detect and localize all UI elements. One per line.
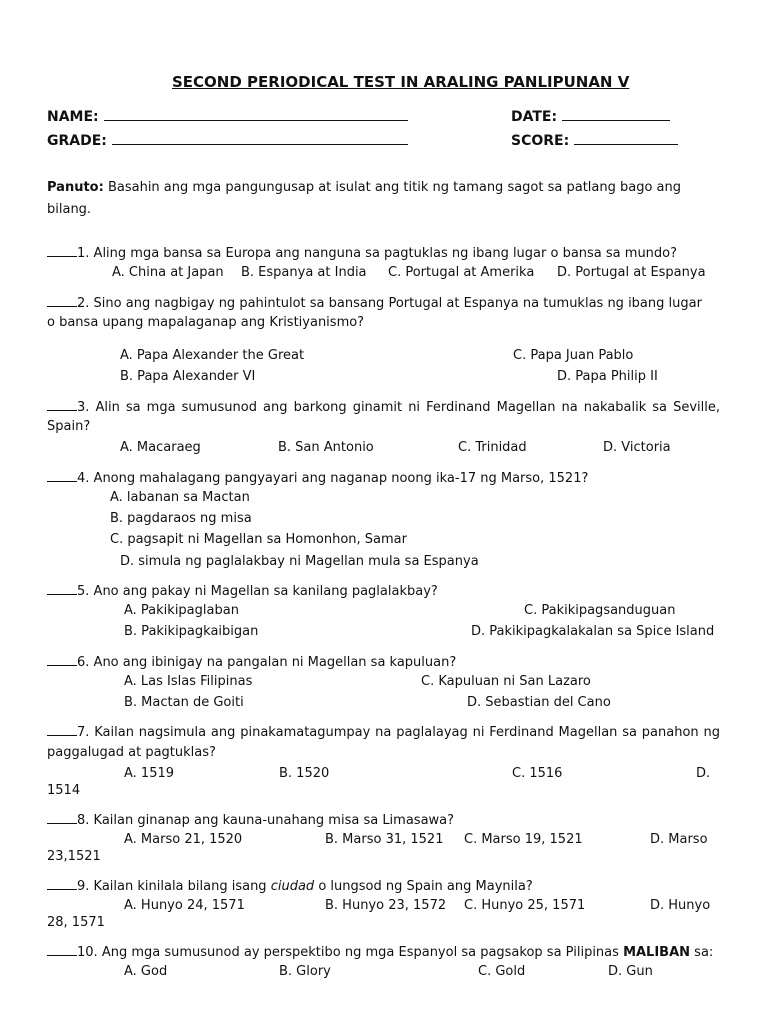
question-text-cont: Spain? <box>47 419 91 434</box>
date-field[interactable] <box>511 108 670 125</box>
question-5 <box>47 582 438 600</box>
choice: C. Portugal at Amerika <box>388 265 535 280</box>
choice: D. Pakikipagkalakalan sa Spice Island <box>471 624 715 639</box>
choice: B. Marso 31, 1521 <box>325 832 444 847</box>
question-1 <box>47 244 677 262</box>
date-line <box>562 108 670 121</box>
score-field[interactable] <box>511 132 678 149</box>
choice-wrap: 28, 1571 <box>47 915 105 930</box>
choice: A. Las Islas Filipinas <box>124 674 253 689</box>
answer-blank[interactable] <box>47 723 77 736</box>
question-7 <box>47 723 720 741</box>
question-text-end: sa: <box>694 945 714 960</box>
question-text-italic: ciudad <box>270 879 315 894</box>
grade-field[interactable] <box>47 132 408 149</box>
choice: C. pagsapit ni Magellan sa Homonhon, Samar <box>110 532 407 547</box>
instructions-label: Panuto: <box>47 180 104 195</box>
choice: A. Marso 21, 1520 <box>124 832 243 847</box>
question-text-cont: o bansa upang mapalaganap ang Kristiyanismo? <box>47 315 365 330</box>
question-text: Aling mga bansa sa Europa ang nanguna sa pagtuklas ng ibang lugar o bansa sa mundo? <box>93 246 678 261</box>
choice: C. Gold <box>478 964 526 979</box>
question-2 <box>47 294 702 312</box>
question-number: 2. <box>77 296 90 311</box>
choice: A. Pakikipaglaban <box>124 603 239 618</box>
instructions-text-cont: bilang. <box>47 202 92 217</box>
question-text: Kailan kinilala bilang isang <box>93 879 267 894</box>
grade-line <box>112 132 408 145</box>
choice: B. pagdaraos ng misa <box>110 511 252 526</box>
name-field[interactable] <box>47 108 408 125</box>
page-title: SECOND PERIODICAL TEST IN ARALING PANLIPUNAN V <box>172 73 630 91</box>
choice: C. Pakikipagsanduguan <box>524 603 676 618</box>
choice: A. God <box>124 964 168 979</box>
answer-blank[interactable] <box>47 582 77 595</box>
question-number: 6. <box>77 655 90 670</box>
date-label: DATE: <box>511 109 558 125</box>
question-text-bold: MALIBAN <box>623 945 691 960</box>
choice: C. Trinidad <box>458 440 527 455</box>
choice: B. 1520 <box>279 766 330 781</box>
question-text: Ano ang pakay ni Magellan sa kanilang paglalakbay? <box>93 584 438 599</box>
choice: D. Gun <box>608 964 653 979</box>
choice: B. Pakikipagkaibigan <box>124 624 259 639</box>
answer-blank[interactable] <box>47 294 77 307</box>
choice: B. Hunyo 23, 1572 <box>325 898 447 913</box>
choice: D. simula ng paglalakbay ni Magellan mula sa Espanya <box>120 554 479 569</box>
choice: C. Hunyo 25, 1571 <box>464 898 586 913</box>
question-4 <box>47 469 588 487</box>
instructions <box>47 180 681 196</box>
question-number: 1. <box>77 246 90 261</box>
choice-wrap: 1514 <box>47 783 81 798</box>
name-label: NAME: <box>47 109 99 125</box>
choice: C. Papa Juan Pablo <box>513 348 634 363</box>
choice: C. Kapuluan ni San Lazaro <box>421 674 591 689</box>
question-3 <box>47 398 720 416</box>
question-8 <box>47 811 454 829</box>
question-text-end: o lungsod ng Spain ang Maynila? <box>318 879 533 894</box>
choice: A. China at Japan <box>112 265 224 280</box>
name-line <box>104 108 408 121</box>
choice: A. labanan sa Mactan <box>110 490 250 505</box>
choice: B. Papa Alexander VI <box>120 369 256 384</box>
question-number: 8. <box>77 813 90 828</box>
choice: D. Victoria <box>603 440 671 455</box>
choice-wrap: 23,1521 <box>47 849 101 864</box>
question-number: 4. <box>77 471 90 486</box>
choice: A. Papa Alexander the Great <box>120 348 305 363</box>
choice: D. Marso <box>650 832 708 847</box>
answer-blank[interactable] <box>47 469 77 482</box>
question-9 <box>47 877 533 895</box>
choice: B. Glory <box>279 964 331 979</box>
choice: C. 1516 <box>512 766 563 781</box>
instructions-text: Basahin ang mga pangungusap at isulat ang titik ng tamang sagot sa patlang bago ang <box>107 180 682 195</box>
choice: D. Papa Philip II <box>557 369 658 384</box>
choice: B. San Antonio <box>278 440 374 455</box>
choice: D. Sebastian del Cano <box>467 695 611 710</box>
question-text: Ang mga sumusunod ay perspektibo ng mga Espanyol sa pagsakop sa Pilipinas <box>101 945 619 960</box>
score-line <box>574 132 678 145</box>
choice: D. Portugal at Espanya <box>557 265 706 280</box>
question-text: Sino ang nagbigay ng pahintulot sa bansang Portugal at Espanya na tumuklas ng ibang lugar <box>93 296 702 311</box>
choice: A. Macaraeg <box>120 440 201 455</box>
choice: A. Hunyo 24, 1571 <box>124 898 245 913</box>
question-number: 3. <box>77 400 90 415</box>
question-text: Kailan ginanap ang kauna-unahang misa sa Limasawa? <box>93 813 455 828</box>
question-text: Kailan nagsimula ang pinakamatagumpay na paglalayag ni Ferdinand Magellan sa panahon ng <box>94 725 720 740</box>
answer-blank[interactable] <box>47 943 77 956</box>
answer-blank[interactable] <box>47 244 77 257</box>
question-number: 9. <box>77 879 90 894</box>
choice: B. Espanya at India <box>241 265 367 280</box>
answer-blank[interactable] <box>47 653 77 666</box>
choice: C. Marso 19, 1521 <box>464 832 583 847</box>
question-10 <box>47 943 713 961</box>
choice: D. <box>696 766 711 781</box>
answer-blank[interactable] <box>47 811 77 824</box>
answer-blank[interactable] <box>47 398 77 411</box>
question-text: Ano ang ibinigay na pangalan ni Magellan sa kapuluan? <box>93 655 457 670</box>
question-number: 5. <box>77 584 90 599</box>
choice: D. Hunyo <box>650 898 711 913</box>
score-label: SCORE: <box>511 133 570 149</box>
answer-blank[interactable] <box>47 877 77 890</box>
question-text-cont: paggalugad at pagtuklas? <box>47 745 216 760</box>
question-text: Anong mahalagang pangyayari ang naganap noong ika-17 ng Marso, 1521? <box>93 471 589 486</box>
choice: A. 1519 <box>124 766 175 781</box>
grade-label: GRADE: <box>47 133 107 149</box>
choice: B. Mactan de Goiti <box>124 695 244 710</box>
question-text: Alin sa mga sumusunod ang barkong ginamit ni Ferdinand Magellan na nakabalik sa Seville, <box>95 400 720 415</box>
question-6 <box>47 653 456 671</box>
question-number: 10. <box>77 945 98 960</box>
question-number: 7. <box>77 725 90 740</box>
